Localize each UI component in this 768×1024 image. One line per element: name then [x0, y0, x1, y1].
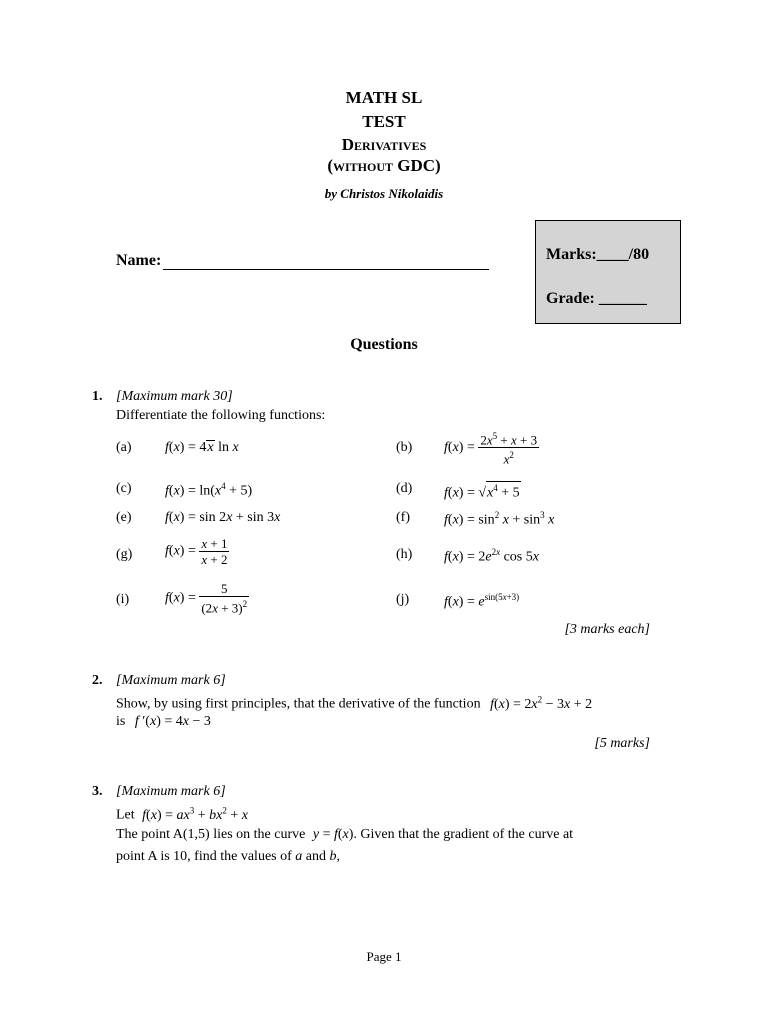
q3-text2: point A is 10, find the values of — [116, 849, 292, 864]
q3-text-line1 — [116, 827, 573, 843]
questions-heading: Questions — [350, 336, 418, 353]
test-topic: Derivatives — [341, 135, 427, 154]
q3-text1a: The point A(1,5) lies on the curve — [116, 827, 306, 842]
q3-function: $f(x) = ax^3 + bx^2 + x$ — [142, 805, 248, 823]
q1b-expression: f(x) = $\frac{2x^5 + x + 3}{x^2}$ — [444, 431, 538, 467]
q3-text1b: . Given that the gradient of the curve at — [353, 827, 574, 842]
marks-box — [535, 220, 681, 324]
name-label: Name: — [116, 252, 162, 269]
marks-label: Marks:____/80 — [546, 246, 650, 263]
q1g-expression: f(x) = $\frac{x + 1}{x + 2}$ — [165, 536, 228, 567]
test-condition: (without GDC) — [327, 156, 441, 175]
q1d-expression: $f(x) = √x^4 + 5$ — [444, 483, 520, 501]
q2-derivative: f ′(x) = 4x − 3 — [134, 714, 211, 729]
q3-max-mark: [Maximum mark 6] — [116, 784, 226, 799]
q1g-label: (g) — [116, 547, 133, 562]
q2-function: $f(x) = 2x^2 - 3x + 2$ — [490, 694, 593, 712]
q1-marks-each: [3 marks each] — [564, 622, 650, 637]
name-field — [116, 252, 489, 270]
q1e-expression: f(x) = sin 2x + sin 3x — [165, 510, 281, 525]
q1d-label: (d) — [396, 481, 413, 496]
q2-number: 2. — [92, 673, 103, 688]
q1e-label: (e) — [116, 510, 132, 525]
q1a-expression: f(x) = 4x ln x — [165, 440, 239, 455]
q1h-label: (h) — [396, 547, 413, 562]
q2-text-line2 — [116, 714, 211, 730]
q2-text1: Show, by using first principles, that the derivative of the function — [116, 696, 481, 712]
q3-let-line — [116, 805, 248, 824]
q3-text-line2: point A is 10, find the values of a and b, — [116, 849, 340, 864]
q1i-expression: f(x) = $\frac{5}{(2x + 3)^2}$ — [165, 581, 248, 616]
q1j-expression: $f(x) = e^{sin(5x+3)}$ — [444, 592, 520, 610]
q1f-label: (f) — [396, 510, 410, 525]
q1c-label: (c) — [116, 481, 132, 496]
test-subject: MATH SL — [345, 88, 423, 107]
q3-and: and — [305, 849, 326, 864]
q3-let: Let — [116, 807, 135, 823]
q1-number: 1. — [92, 389, 103, 404]
q1b-label: (b) — [396, 440, 413, 455]
q1h-expression: $f(x) = 2e^{2x}$ cos 5x — [444, 547, 539, 565]
q1c-expression: $f(x) = \ln(x^4 + 5)$ — [165, 481, 253, 499]
q3-curve: y = f(x) — [312, 827, 354, 842]
q1-instruction: Differentiate the following functions: — [116, 408, 326, 423]
page-number: Page 1 — [366, 949, 402, 964]
name-blank-line — [163, 253, 489, 270]
q2-marks: [5 marks] — [594, 736, 650, 751]
q1j-label: (j) — [396, 592, 410, 607]
q1i-label: (i) — [116, 592, 130, 607]
q2-text2: is — [116, 714, 126, 729]
q1f-expression: $f(x) = \sin^2 x + \sin^3 x$ — [444, 510, 555, 528]
test-type: TEST — [362, 112, 406, 131]
author: by Christos Nikolaidis — [324, 186, 444, 201]
q1a-label: (a) — [116, 440, 132, 455]
q3-number: 3. — [92, 784, 103, 799]
q1-max-mark: [Maximum mark 30] — [116, 389, 233, 404]
q2-text-line1 — [116, 694, 592, 713]
grade-label: Grade: ______ — [546, 290, 647, 307]
q2-max-mark: [Maximum mark 6] — [116, 673, 226, 688]
